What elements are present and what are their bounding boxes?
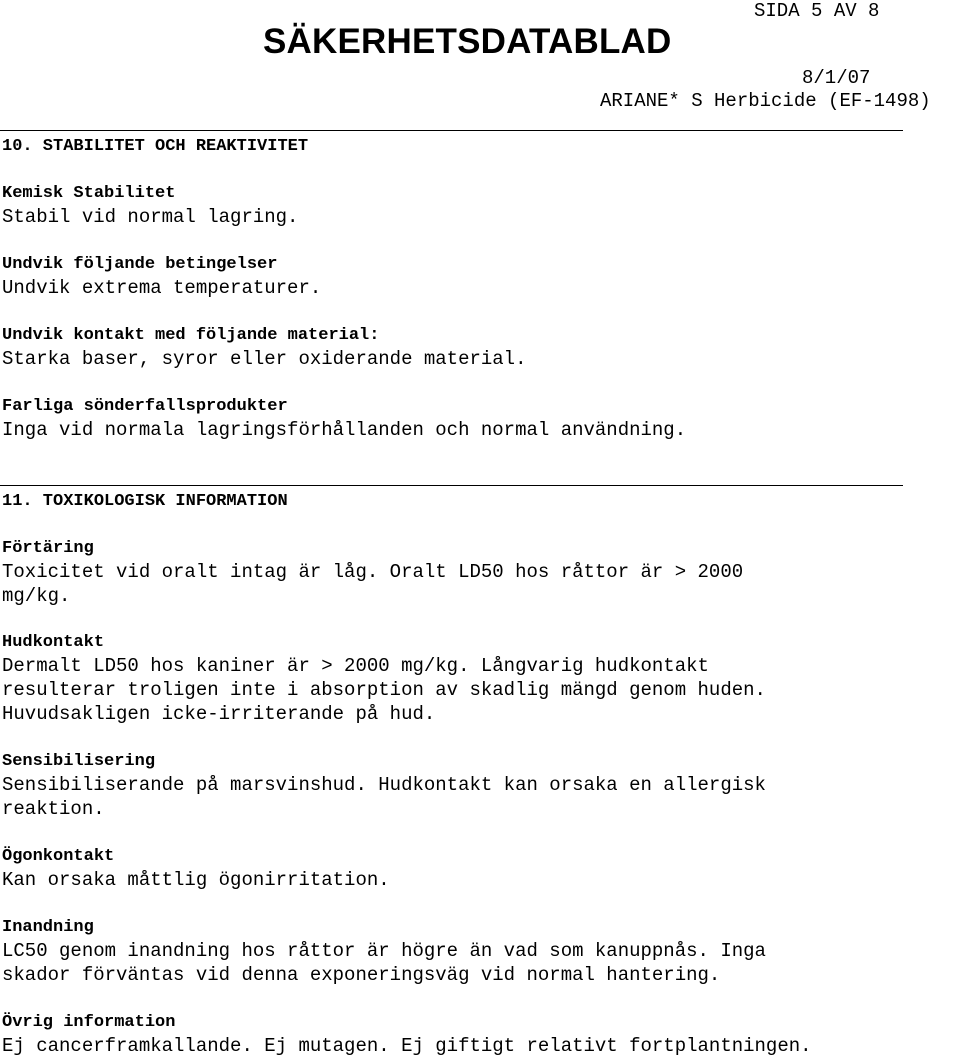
revision-date: 8/1/07 <box>802 67 871 89</box>
item-text: Undvik extrema temperaturer. <box>2 277 322 299</box>
item-heading: Övrig information <box>2 1013 176 1032</box>
section-10-item <box>2 254 902 300</box>
section-11-title: 11. TOXIKOLOGISK INFORMATION <box>2 492 288 511</box>
page-number: SIDA 5 AV 8 <box>754 0 880 22</box>
item-text: Toxicitet vid oralt intag är låg. Oralt LD50 hos råttor är > 2000 <box>2 561 744 583</box>
item-heading: Inandning <box>2 918 94 937</box>
item-text: mg/kg. <box>2 585 71 607</box>
item-heading: Kemisk Stabilitet <box>2 184 176 203</box>
item-heading: Undvik följande betingelser <box>2 255 278 274</box>
section-10-item <box>2 183 902 229</box>
item-heading: Undvik kontakt med följande material: <box>2 326 380 345</box>
item-text: Sensibiliserande på marsvinshud. Hudkontakt kan orsaka en allergisk <box>2 774 766 796</box>
item-text: Ej cancerframkallande. Ej mutagen. Ej giftigt relativt fortplantningen. <box>2 1035 812 1057</box>
document-title: SÄKERHETSDATABLAD <box>263 22 672 61</box>
item-text: Inga vid normala lagringsförhållanden och normal användning. <box>2 419 687 441</box>
item-text: LC50 genom inandning hos råttor är högre än vad som kanuppnås. Inga <box>2 940 766 962</box>
section-divider <box>0 485 903 486</box>
section-11-item <box>2 632 902 726</box>
item-text: Kan orsaka måttlig ögonirritation. <box>2 869 390 891</box>
item-text: Starka baser, syror eller oxiderande material. <box>2 348 527 370</box>
item-text: skador förväntas vid denna exponeringsväg vid normal hantering. <box>2 964 721 986</box>
section-10-item <box>2 325 902 371</box>
item-text: Huvudsakligen icke-irriterande på hud. <box>2 703 436 725</box>
item-heading: Hudkontakt <box>2 633 105 652</box>
section-11-item <box>2 1012 902 1058</box>
product-name: ARIANE* S Herbicide (EF-1498) <box>600 90 931 112</box>
section-11-item <box>2 917 902 987</box>
item-heading: Förtäring <box>2 539 94 558</box>
item-heading: Ögonkontakt <box>2 847 115 866</box>
section-11-item <box>2 751 902 821</box>
section-11-item <box>2 846 902 892</box>
item-heading: Farliga sönderfallsprodukter <box>2 397 288 416</box>
item-heading: Sensibilisering <box>2 752 156 771</box>
item-text: Stabil vid normal lagring. <box>2 206 299 228</box>
item-text: resulterar troligen inte i absorption av skadlig mängd genom huden. <box>2 679 766 701</box>
section-11-item <box>2 538 902 608</box>
section-10-title: 10. STABILITET OCH REAKTIVITET <box>2 137 309 156</box>
section-10-item <box>2 396 902 442</box>
section-divider <box>0 130 903 131</box>
item-text: reaktion. <box>2 798 105 820</box>
item-text: Dermalt LD50 hos kaniner är > 2000 mg/kg. Långvarig hudkontakt <box>2 655 709 677</box>
